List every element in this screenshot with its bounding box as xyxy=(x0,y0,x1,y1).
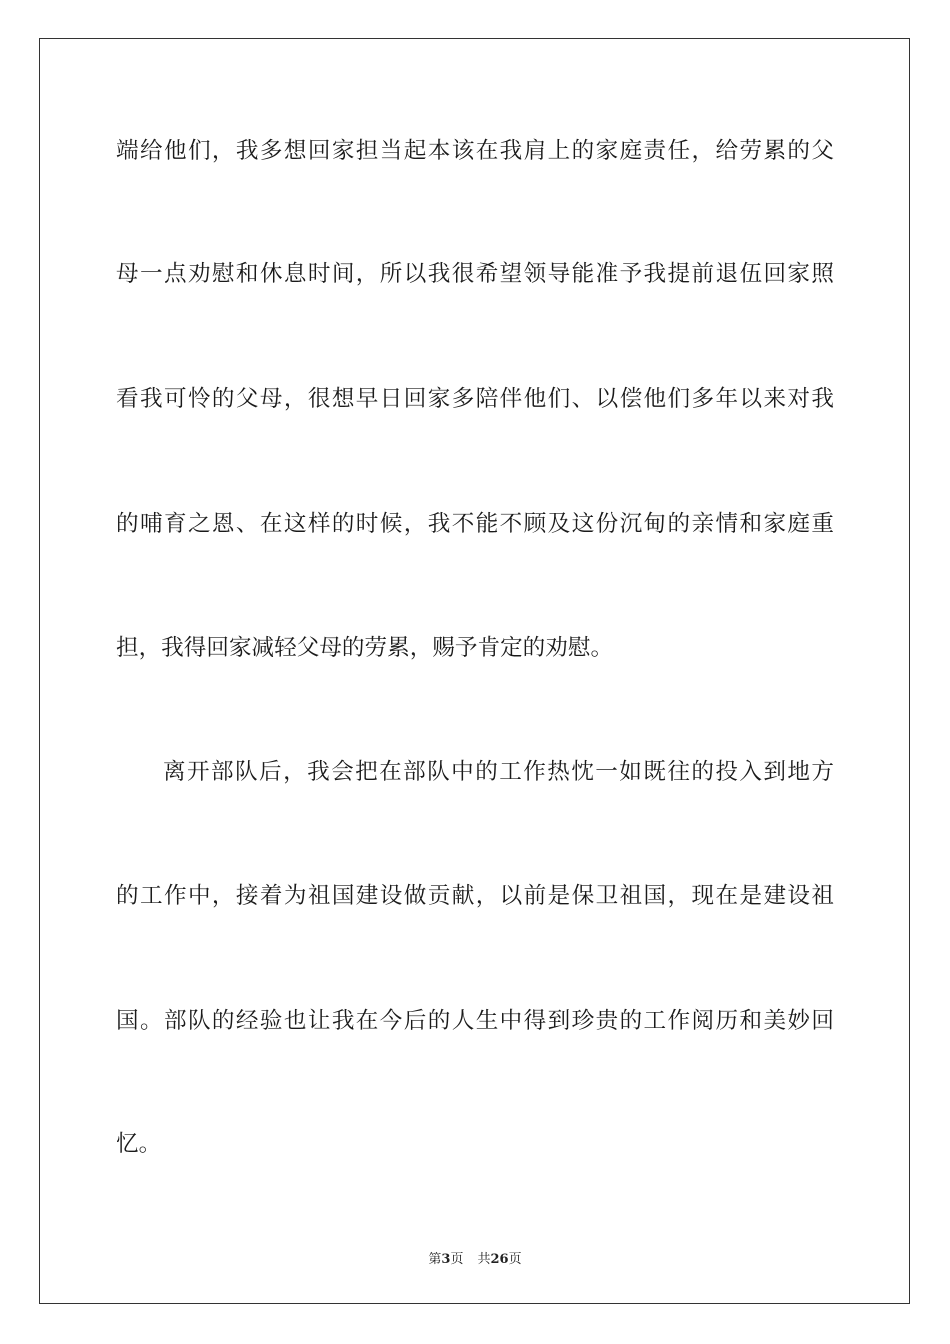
body-line-4: 的哺育之恩、在这样的时候，我不能不顾及这份沉甸的亲情和家庭重 xyxy=(116,511,834,537)
body-line-8: 国。部队的经验也让我在今后的人生中得到珍贵的工作阅历和美妙回 xyxy=(116,1008,834,1034)
total-prefix: 共 xyxy=(477,1252,491,1267)
body-line-6-indented: 离开部队后，我会把在部队中的工作热忱一如既往的投入到地方 xyxy=(163,759,834,785)
page-number: 3 xyxy=(441,1252,451,1267)
body-line-1: 端给他们，我多想回家担当起本该在我肩上的家庭责任，给劳累的父 xyxy=(116,138,834,164)
page-suffix: 页 xyxy=(450,1252,464,1267)
page-border xyxy=(39,38,910,1304)
total-pages: 26 xyxy=(490,1252,509,1267)
body-line-9: 忆。 xyxy=(116,1131,162,1157)
page-footer xyxy=(0,1248,950,1267)
total-suffix: 页 xyxy=(508,1252,522,1267)
body-line-5: 担，我得回家减轻父母的劳累，赐予肯定的劝慰。 xyxy=(116,635,614,661)
body-line-3: 看我可怜的父母，很想早日回家多陪伴他们、以偿他们多年以来对我 xyxy=(116,386,834,412)
body-line-7: 的工作中，接着为祖国建设做贡献，以前是保卫祖国，现在是建设祖 xyxy=(116,883,834,909)
body-line-2: 母一点劝慰和休息时间，所以我很希望领导能准予我提前退伍回家照 xyxy=(116,261,834,287)
page-prefix: 第 xyxy=(428,1252,442,1267)
